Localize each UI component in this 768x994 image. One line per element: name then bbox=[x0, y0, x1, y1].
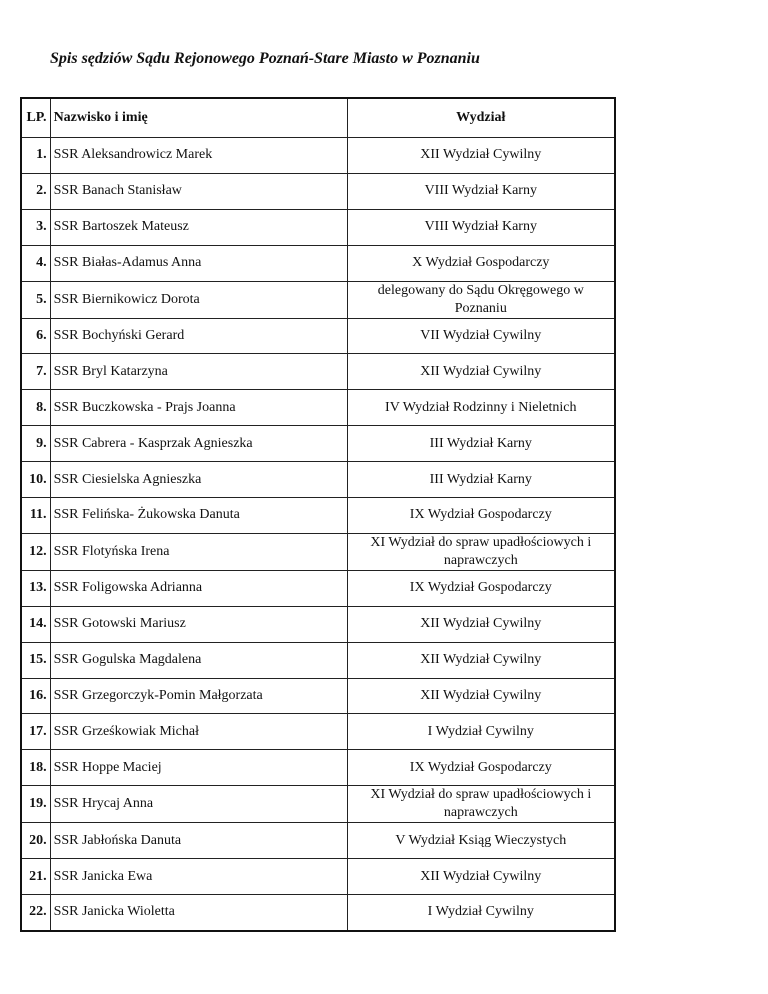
judge-name: SSR Bryl Katarzyna bbox=[50, 354, 347, 390]
department: I Wydział Cywilny bbox=[347, 714, 615, 750]
row-number: 21. bbox=[21, 859, 50, 895]
judge-name: SSR Flotyńska Irena bbox=[50, 533, 347, 570]
row-number: 8. bbox=[21, 390, 50, 426]
row-number: 11. bbox=[21, 498, 50, 534]
table-row bbox=[21, 390, 615, 426]
table-header-row bbox=[21, 98, 615, 138]
judge-name: SSR Bartoszek Mateusz bbox=[50, 209, 347, 245]
department: XII Wydział Cywilny bbox=[347, 678, 615, 714]
row-number: 13. bbox=[21, 570, 50, 606]
department: XII Wydział Cywilny bbox=[347, 606, 615, 642]
table-row bbox=[21, 823, 615, 859]
row-number: 3. bbox=[21, 209, 50, 245]
row-number: 17. bbox=[21, 714, 50, 750]
row-number: 9. bbox=[21, 426, 50, 462]
table-row bbox=[21, 498, 615, 534]
judge-name: SSR Gotowski Mariusz bbox=[50, 606, 347, 642]
row-number: 16. bbox=[21, 678, 50, 714]
judge-name: SSR Jabłońska Danuta bbox=[50, 823, 347, 859]
table-row bbox=[21, 895, 615, 931]
table-row bbox=[21, 138, 615, 174]
header-lp: LP. bbox=[21, 98, 50, 138]
table-row bbox=[21, 462, 615, 498]
judge-name: SSR Hoppe Maciej bbox=[50, 750, 347, 786]
row-number: 5. bbox=[21, 281, 50, 318]
table-row bbox=[21, 209, 615, 245]
department: XII Wydział Cywilny bbox=[347, 642, 615, 678]
header-name: Nazwisko i imię bbox=[50, 98, 347, 138]
judge-name: SSR Bochyński Gerard bbox=[50, 318, 347, 354]
row-number: 7. bbox=[21, 354, 50, 390]
judge-name: SSR Ciesielska Agnieszka bbox=[50, 462, 347, 498]
judges-table-body bbox=[21, 138, 615, 931]
judge-name: SSR Gogulska Magdalena bbox=[50, 642, 347, 678]
judge-name: SSR Białas-Adamus Anna bbox=[50, 245, 347, 281]
department: VIII Wydział Karny bbox=[347, 173, 615, 209]
department: IX Wydział Gospodarczy bbox=[347, 498, 615, 534]
table-row bbox=[21, 786, 615, 823]
table-row bbox=[21, 606, 615, 642]
table-row bbox=[21, 859, 615, 895]
table-row bbox=[21, 570, 615, 606]
judge-name: SSR Cabrera - Kasprzak Agnieszka bbox=[50, 426, 347, 462]
judge-name: SSR Felińska- Żukowska Danuta bbox=[50, 498, 347, 534]
department: XI Wydział do spraw upadłościowych i naprawczych bbox=[347, 786, 615, 823]
table-row bbox=[21, 678, 615, 714]
department: VIII Wydział Karny bbox=[347, 209, 615, 245]
judge-name: SSR Foligowska Adrianna bbox=[50, 570, 347, 606]
judge-name: SSR Grzegorczyk-Pomin Małgorzata bbox=[50, 678, 347, 714]
table-row bbox=[21, 173, 615, 209]
table-row bbox=[21, 245, 615, 281]
table-row bbox=[21, 533, 615, 570]
department: delegowany do Sądu Okręgowego w Poznaniu bbox=[347, 281, 615, 318]
row-number: 19. bbox=[21, 786, 50, 823]
table-row bbox=[21, 714, 615, 750]
judge-name: SSR Hrycaj Anna bbox=[50, 786, 347, 823]
table-row bbox=[21, 642, 615, 678]
judge-name: SSR Janicka Wioletta bbox=[50, 895, 347, 931]
department: X Wydział Gospodarczy bbox=[347, 245, 615, 281]
document-title: Spis sędziów Sądu Rejonowego Poznań-Stare Miasto w Poznaniu bbox=[50, 50, 480, 67]
department: IX Wydział Gospodarczy bbox=[347, 570, 615, 606]
table-row bbox=[21, 750, 615, 786]
judge-name: SSR Aleksandrowicz Marek bbox=[50, 138, 347, 174]
judge-name: SSR Biernikowicz Dorota bbox=[50, 281, 347, 318]
row-number: 1. bbox=[21, 138, 50, 174]
row-number: 4. bbox=[21, 245, 50, 281]
department: XII Wydział Cywilny bbox=[347, 138, 615, 174]
department: XI Wydział do spraw upadłościowych i naprawczych bbox=[347, 533, 615, 570]
row-number: 15. bbox=[21, 642, 50, 678]
table-row bbox=[21, 281, 615, 318]
judge-name: SSR Banach Stanisław bbox=[50, 173, 347, 209]
row-number: 22. bbox=[21, 895, 50, 931]
judges-table bbox=[20, 97, 616, 932]
department: V Wydział Ksiąg Wieczystych bbox=[347, 823, 615, 859]
department: VII Wydział Cywilny bbox=[347, 318, 615, 354]
judge-name: SSR Buczkowska - Prajs Joanna bbox=[50, 390, 347, 426]
department: I Wydział Cywilny bbox=[347, 895, 615, 931]
row-number: 20. bbox=[21, 823, 50, 859]
row-number: 2. bbox=[21, 173, 50, 209]
row-number: 6. bbox=[21, 318, 50, 354]
department: III Wydział Karny bbox=[347, 462, 615, 498]
row-number: 18. bbox=[21, 750, 50, 786]
row-number: 12. bbox=[21, 533, 50, 570]
department: IX Wydział Gospodarczy bbox=[347, 750, 615, 786]
department: III Wydział Karny bbox=[347, 426, 615, 462]
table-row bbox=[21, 426, 615, 462]
judge-name: SSR Grześkowiak Michał bbox=[50, 714, 347, 750]
department: XII Wydział Cywilny bbox=[347, 859, 615, 895]
department: IV Wydział Rodzinny i Nieletnich bbox=[347, 390, 615, 426]
row-number: 14. bbox=[21, 606, 50, 642]
table-row bbox=[21, 318, 615, 354]
header-department: Wydział bbox=[347, 98, 615, 138]
department: XII Wydział Cywilny bbox=[347, 354, 615, 390]
table-row bbox=[21, 354, 615, 390]
row-number: 10. bbox=[21, 462, 50, 498]
judge-name: SSR Janicka Ewa bbox=[50, 859, 347, 895]
